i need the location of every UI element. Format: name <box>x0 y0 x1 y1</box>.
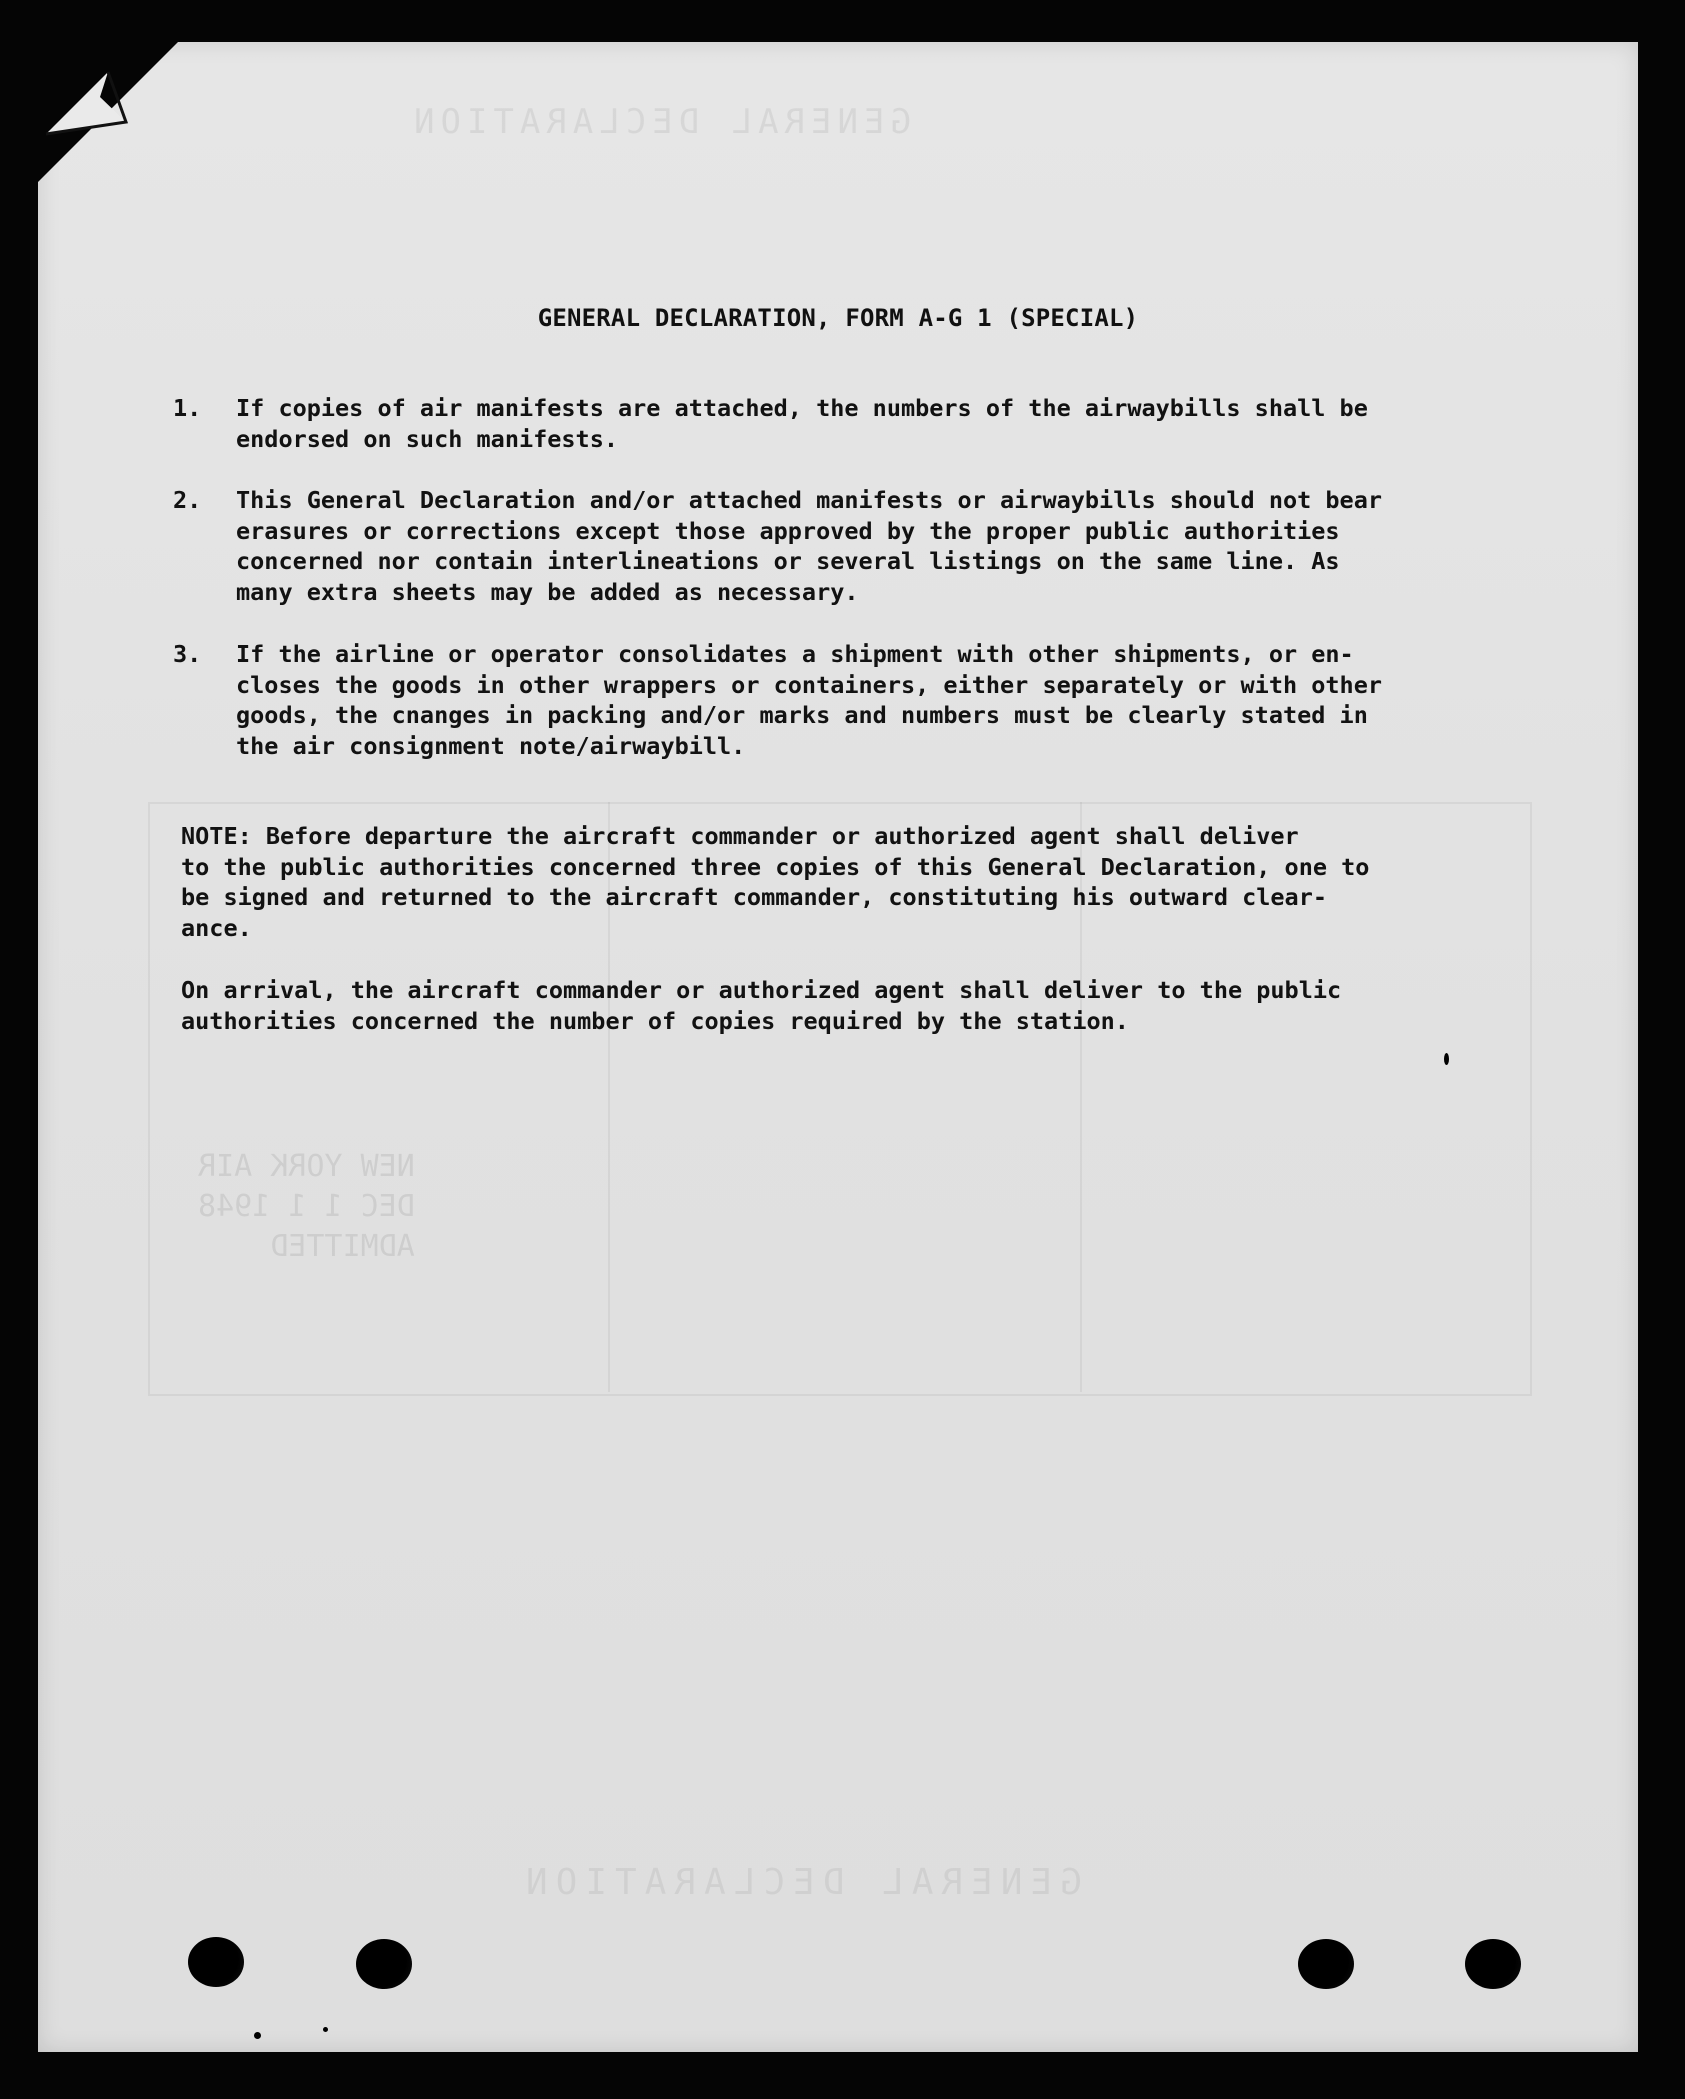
folded-corner-icon <box>38 42 178 182</box>
bleed-through-footer: GENERAL DECLARATION <box>518 1862 1082 1903</box>
list-item-text: If the airline or operator consolidates a shipment with other shipments, or en- closes the goods in other wrappers or containers, either separately or with other goods, the cnanges in packing and/or marks and numbers must be clearly stated in the air consignment note/airwaybill. <box>236 640 1383 760</box>
arrival-paragraph: On arrival, the aircraft commander or authorized agent shall deliver to the public authorities concerned the number of copies required by the station. <box>181 976 1342 1035</box>
punch-hole <box>188 1937 244 1987</box>
list-item <box>173 639 1523 761</box>
list-item-text: If copies of air manifests are attached, the numbers of the airwaybills shall be endorsed on such manifests. <box>236 394 1368 453</box>
speck <box>1444 1053 1449 1065</box>
punch-hole <box>356 1939 412 1989</box>
note-paragraph: NOTE: Before departure the aircraft commander or authorized agent shall deliver to the public authorities concerned three copies of this General Declaration, one to be signed and returned to the aircraft commander, constituting his outward clear- ance. <box>181 822 1370 942</box>
list-item-number: 2. <box>173 486 202 514</box>
document-page <box>38 42 1638 2052</box>
list-item-text: This General Declaration and/or attached manifests or airwaybills should not bear erasures or corrections except those approved by the proper public authorities concerned nor contain interlineations or several listings on the same line. As many extra sheets may be added as necessary. <box>236 486 1383 606</box>
list-item <box>173 393 1523 454</box>
punch-hole <box>1298 1939 1354 1989</box>
punch-hole <box>1465 1939 1521 1989</box>
speck <box>323 2027 328 2032</box>
bleed-through-text: GENERAL DECLARATION <box>408 102 911 142</box>
page-title: GENERAL DECLARATION, FORM A-G 1 (SPECIAL) <box>537 304 1139 332</box>
speck <box>254 2032 261 2039</box>
bleed-through-stamp: NEW YORK AIR DEC 1 1 1948 ADMITTED <box>198 1149 415 1264</box>
list-item-number: 3. <box>173 640 202 668</box>
list-item <box>173 485 1523 607</box>
list-item-number: 1. <box>173 394 202 422</box>
